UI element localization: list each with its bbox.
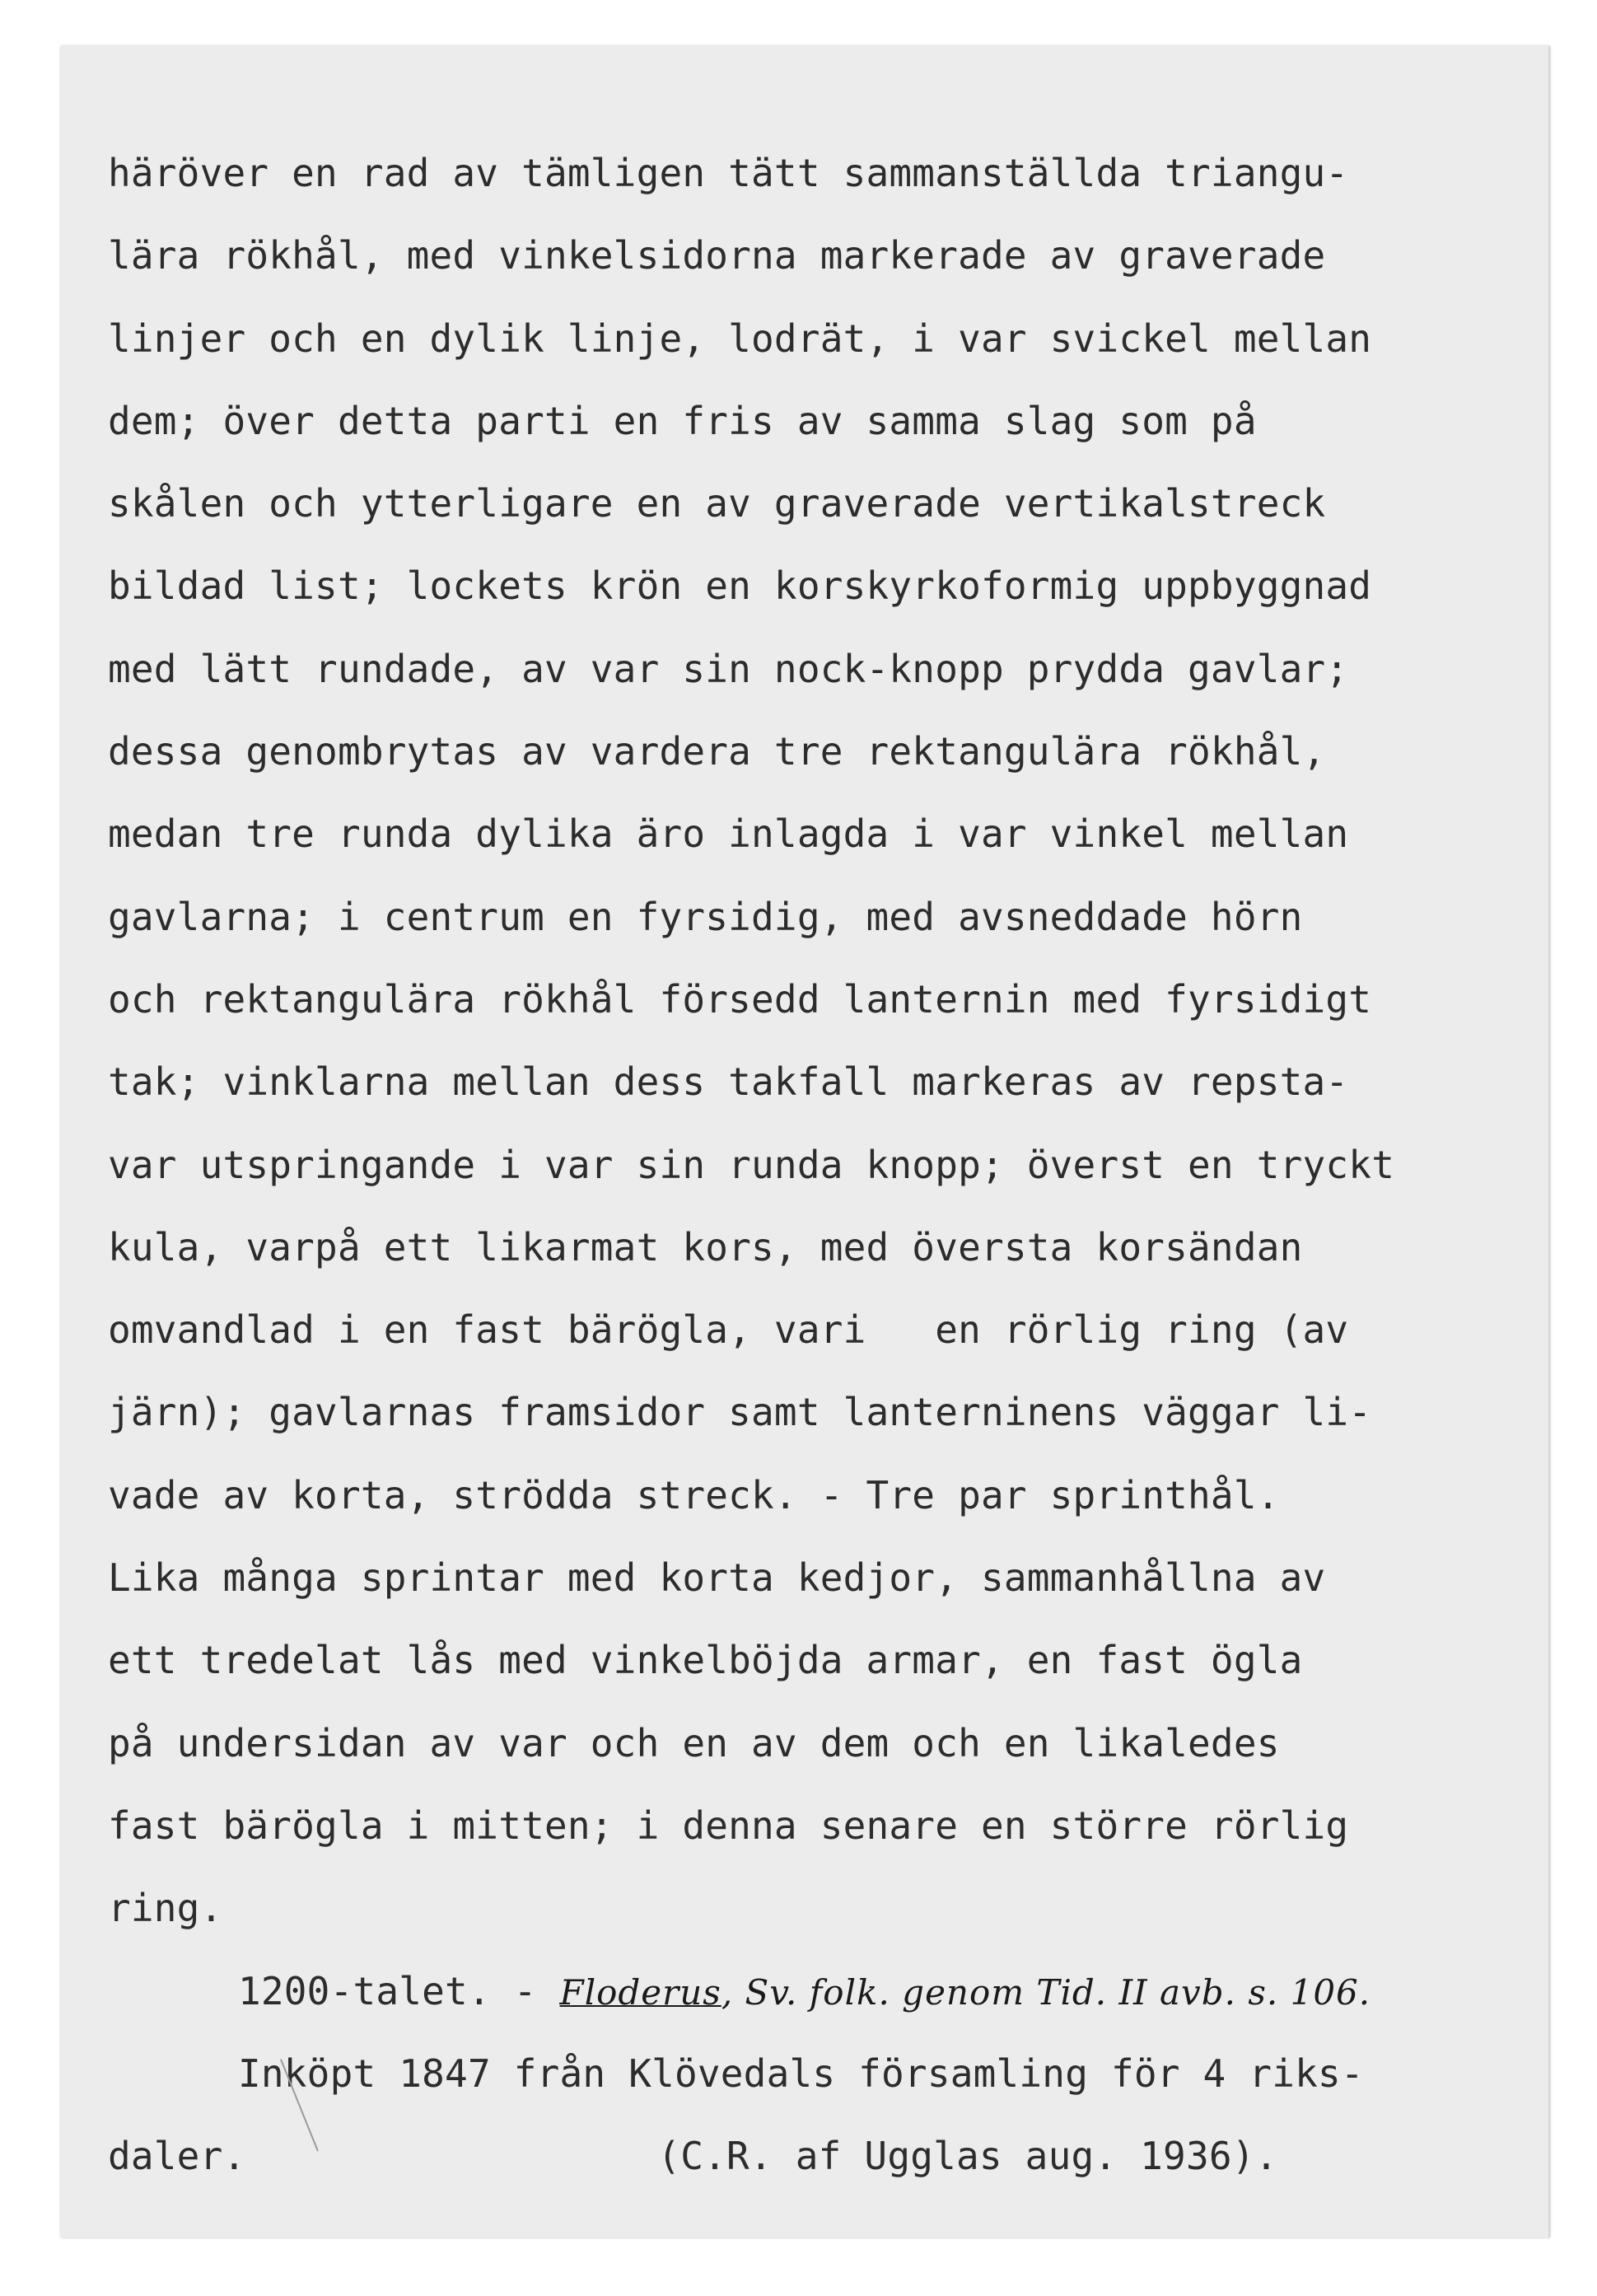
date-line xyxy=(108,1950,1525,2032)
text-line: med lätt rundade, av var sin nock-knopp prydda gavlar; xyxy=(108,646,1349,691)
text-line: ett tredelat lås med vinkelböjda armar, en fast ögla xyxy=(108,1638,1303,1683)
text-line: linjer och en dylik linje, lodrät, i var svickel mellan xyxy=(108,316,1372,361)
text-line: skålen och ytterligare en av graverade vertikalstreck xyxy=(108,481,1326,526)
text-line: och rektangulära rökhål försedd lanternin med fyrsidigt xyxy=(108,976,1372,1022)
text-line: bildad list; lockets krön en korskyrkoformig uppbyggnad xyxy=(108,563,1372,609)
text-line: ring. xyxy=(108,1886,223,1931)
author-signature: (C.R. af Ugglas aug. 1936). xyxy=(657,2134,1278,2179)
text-line: var utspringande i var sin runda knopp; överst en tryckt xyxy=(108,1142,1395,1187)
text-line: gavlarna; i centrum en fyrsidig, med avsneddade hörn xyxy=(108,894,1303,939)
handwritten-reference-author: Floderus xyxy=(559,1971,721,2013)
text-line: tak; vinklarna mellan dess takfall markeras av repsta- xyxy=(108,1059,1349,1105)
text-line: häröver en rad av tämligen tätt sammanställda triangu- xyxy=(108,151,1349,195)
text-line: dessa genombrytas av vardera tre rektangulära rökhål, xyxy=(108,729,1326,774)
text-line: medan tre runda dylika äro inlagda i var vinkel mellan xyxy=(108,811,1349,857)
handwritten-reference-source: , Sv. folk. genom Tid. II avb. s. 106. xyxy=(721,1971,1371,2013)
text-line: lära rökhål, med vinkelsidorna markerade av graverade xyxy=(108,233,1326,278)
text-line: dem; över detta parti en fris av samma slag som på xyxy=(108,398,1257,443)
final-line xyxy=(108,2115,1525,2197)
typed-text-body xyxy=(108,132,1525,2197)
text-line: på undersidan av var och en av dem och en likaledes xyxy=(108,1720,1280,1765)
date-text: 1200-talet. - xyxy=(238,1968,537,2013)
text-line: Lika många sprintar med korta kedjor, sammanhållna av xyxy=(108,1555,1326,1601)
text-line: järn); gavlarnas framsidor samt lanterninens väggar li- xyxy=(108,1390,1372,1435)
text-line: omvandlad i en fast bärögla, vari en rörlig ring (av xyxy=(108,1307,1349,1353)
text-line: vade av korta, strödda streck. - Tre par sprinthål. xyxy=(108,1472,1280,1517)
acquisition-line: Inköpt 1847 från Klövedals församling för 4 riks- xyxy=(238,2051,1364,2096)
text-line: kula, varpå ett likarmat kors, med översta korsändan xyxy=(108,1224,1303,1270)
final-word: daler. xyxy=(108,2134,246,2179)
text-line: fast bärögla i mitten; i denna senare en större rörlig xyxy=(108,1803,1349,1848)
